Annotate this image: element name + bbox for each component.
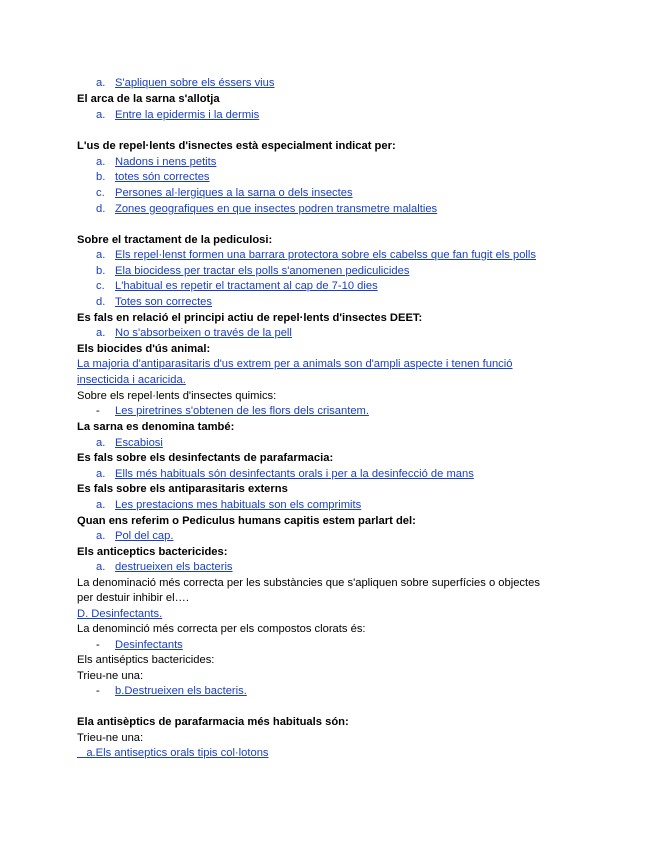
answer-link[interactable]: Desinfectants (115, 639, 183, 651)
question-text: Ela antisèptics de parafarmacia més habituals són: (77, 716, 349, 728)
body-text: per destuir inhibir el…. (77, 592, 189, 604)
text-line (77, 622, 366, 637)
answer-link[interactable]: Les piretrines s'obtenen de les flors dels crisantem. (115, 405, 369, 417)
answer-link[interactable]: D. Desinfectants. (77, 608, 163, 620)
answer-link[interactable]: Els repel·lenst formen una barrara protectora sobre els cabelss que fan fugit els polls (115, 249, 536, 261)
text-line (77, 653, 214, 668)
text-line (77, 731, 143, 746)
question-heading (77, 139, 396, 154)
list-marker: a. (96, 156, 106, 168)
question-heading (77, 451, 333, 466)
list-marker: - (96, 405, 100, 417)
answer-link[interactable]: Zones geografiques en que insectes podren transmetre malalties (115, 203, 438, 215)
body-text: Els antiséptics bactericides: (77, 654, 215, 666)
list-marker: b. (96, 171, 106, 183)
answer-line (77, 607, 162, 622)
question-text: Es fals sobre els antiparasitaris externs (77, 483, 288, 495)
list-marker: a. (96, 530, 106, 542)
answer-link[interactable]: Nadons i nens petits (115, 156, 217, 168)
body-text: La denominció més correcta per els compostos clorats és: (77, 623, 366, 635)
list-marker: a. (96, 109, 106, 121)
body-text: La denominació més correcta per les substàncies que s'apliquen sobre superfícies o objectes (77, 577, 540, 589)
list-marker: a. (96, 327, 106, 339)
list-marker: a. (96, 77, 106, 89)
answer-link[interactable]: b.Destrueixen els bacteris. (115, 685, 247, 697)
list-marker: a. (96, 499, 106, 511)
answer-link[interactable]: Les prestacions mes habituals son els comprimits (115, 499, 362, 511)
list-marker: b. (96, 265, 106, 277)
question-heading (77, 92, 220, 107)
answer-line (77, 746, 269, 761)
list-marker: d. (96, 203, 106, 215)
answer-link[interactable]: La majoria d'antiparasitaris d'us extrem per a animals son d'ampli aspecte i tenen funció (77, 358, 513, 370)
question-text: La sarna es denomina també: (77, 421, 235, 433)
body-text: Trieu-ne una: (77, 670, 144, 682)
body-text: Sobre els repel·lents d'insectes quimics: (77, 390, 277, 402)
question-heading (77, 482, 288, 497)
answer-link[interactable]: L'habitual es repetir el tractament al cap de 7-10 dies (115, 280, 378, 292)
answer-link[interactable]: a.Els antiseptics orals tipis col·lotons (77, 747, 269, 759)
list-marker: - (96, 639, 100, 651)
list-marker: c. (96, 187, 105, 199)
answer-link[interactable]: Ells més habituals són desinfectants orals i per a la desinfecció de mans (115, 468, 474, 480)
text-line (77, 576, 540, 591)
answer-link[interactable]: Persones al·lergiques a la sarna o dels insectes (115, 187, 353, 199)
question-text: Es fals en relació el principi actiu de repel·lents d'insectes DEET: (77, 312, 423, 324)
answer-line (77, 373, 186, 388)
question-heading (77, 545, 227, 560)
answer-link[interactable]: destrueixen els bacteris (115, 561, 233, 573)
text-line (77, 669, 143, 684)
question-text: Sobre el tractament de la pediculosi: (77, 234, 273, 246)
text-line (77, 389, 276, 404)
list-marker: a. (96, 249, 106, 261)
question-heading (77, 342, 210, 357)
answer-line (77, 357, 513, 372)
list-marker: a. (96, 437, 106, 449)
answer-link[interactable]: No s'absorbeixen o través de la pell (115, 327, 292, 339)
question-heading (77, 311, 422, 326)
question-heading (77, 420, 234, 435)
question-text: Els biocides d'ús animal: (77, 343, 211, 355)
question-heading (77, 233, 272, 248)
list-marker: c. (96, 280, 105, 292)
answer-link[interactable]: insecticida i acaricida. (77, 374, 186, 386)
question-text: Es fals sobre els desinfectants de parafarmacia: (77, 452, 334, 464)
question-heading (77, 514, 416, 529)
answer-link[interactable]: Pol del cap. (115, 530, 174, 542)
answer-link[interactable]: Entre la epidermis i la dermis (115, 109, 260, 121)
list-marker: - (96, 685, 100, 697)
question-heading (77, 715, 349, 730)
answer-link[interactable]: totes són correctes (115, 171, 210, 183)
list-marker: a. (96, 468, 106, 480)
list-marker: a. (96, 561, 106, 573)
answer-link[interactable]: Totes son correctes (115, 296, 212, 308)
question-text: Quan ens referim o Pediculus humans capitis estem parlart del: (77, 515, 416, 527)
question-text: El arca de la sarna s'allotja (77, 93, 220, 105)
body-text: Trieu-ne una: (77, 732, 144, 744)
question-text: Els anticeptics bactericides: (77, 546, 228, 558)
text-line (77, 591, 189, 606)
answer-link[interactable]: S'apliquen sobre els éssers vius (115, 77, 275, 89)
list-marker: d. (96, 296, 106, 308)
question-text: L'us de repel·lents d'isnectes està especialment indicat per: (77, 140, 396, 152)
answer-link[interactable]: Ela biocidess per tractar els polls s'anomenen pediculicides (115, 265, 410, 277)
answer-link[interactable]: Escabiosi (115, 437, 163, 449)
